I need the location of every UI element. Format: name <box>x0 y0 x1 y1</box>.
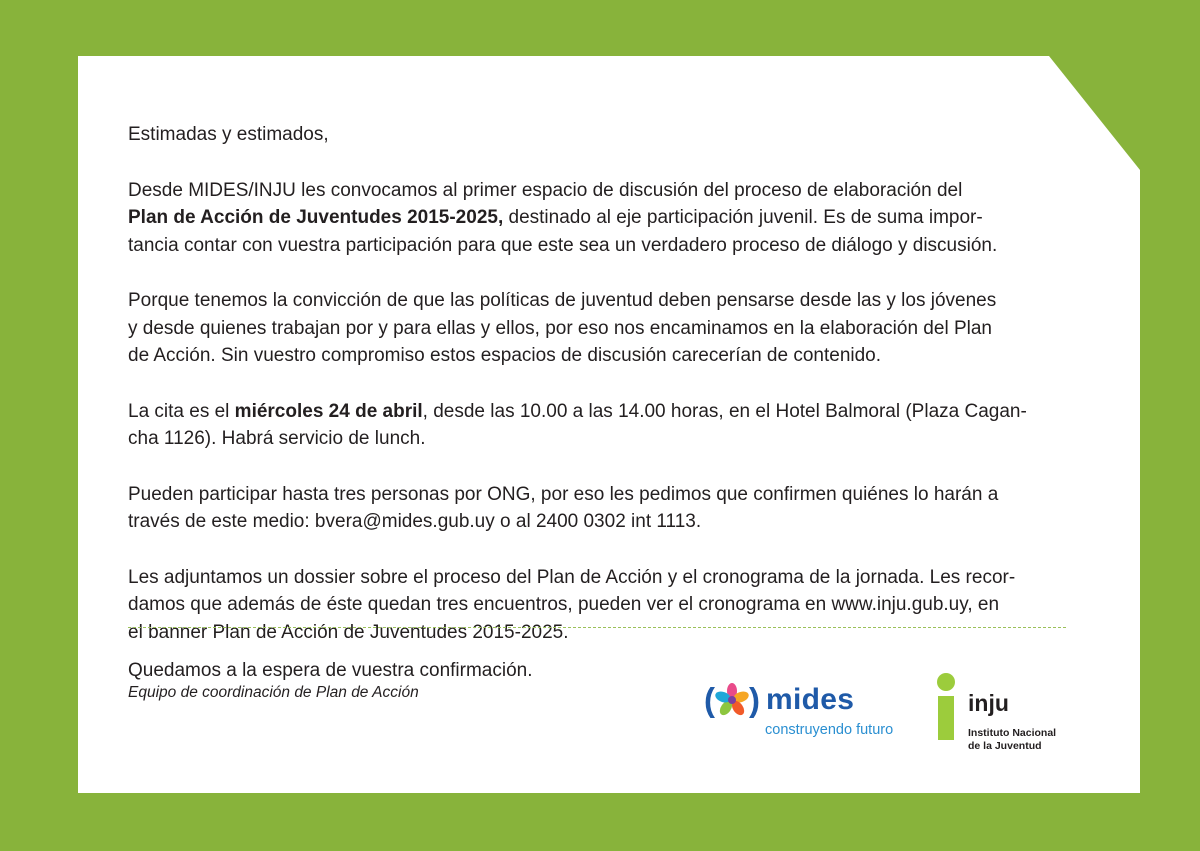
inju-i-icon <box>934 672 964 742</box>
closing-text: Quedamos a la espera de vuestra confirmación. <box>128 660 533 681</box>
line: y desde quienes trabajan por y para ellas y ellos, por eso nos encaminamos en la elaboración del Plan <box>128 317 992 339</box>
mides-wordmark: mides <box>766 683 855 716</box>
line: través de este medio: bvera@mides.gub.uy o al 2400 0302 int 1113. <box>128 511 702 532</box>
line: el banner Plan de Acción de Juventudes 2015-2025. <box>128 621 569 643</box>
flower-icon <box>715 683 749 717</box>
inju-wordmark: inju <box>968 690 1009 716</box>
line: de Acción. Sin vuestro compromiso estos espacios de discusión carecerían de contenido. <box>128 345 882 366</box>
letter-body <box>128 121 1078 646</box>
line: cha 1126). Habrá servicio de lunch. <box>128 428 426 449</box>
paragraph-conviction <box>128 287 1078 370</box>
paragraph-date <box>128 398 1078 453</box>
dashed-divider <box>128 627 1066 628</box>
inju-logo <box>934 672 1094 762</box>
greeting-text: Estimadas y estimados, <box>128 124 329 145</box>
line: , desde las 10.00 a las 14.00 horas, en el Hotel Balmoral (Plaza Cagan- <box>422 400 1027 422</box>
greeting <box>128 121 1078 149</box>
paragraph-invitation <box>128 177 1078 260</box>
line: Porque tenemos la convicción de que las políticas de juventud deben pensarse desde las y los jóvenes <box>128 290 997 311</box>
line: Pueden participar hasta tres personas por ONG, por eso les pedimos que confirmen quiénes lo harán a <box>128 483 999 505</box>
line: Desde MIDES/INJU les convocamos al primer espacio de discusión del proceso de elaboración del <box>128 179 963 201</box>
paragraph-dossier <box>128 564 1078 647</box>
line: damos que además de éste quedan tres encuentros, pueden ver el cronograma en www.inju.gub.uy, en <box>128 594 1000 615</box>
inju-tagline-line2: de la Juventud <box>968 740 1042 752</box>
mides-logo <box>704 680 914 744</box>
plan-title-bold: Plan de Acción de Juventudes 2015-2025, <box>128 207 504 228</box>
line: tancia contar con vuestra participación para que este sea un verdadero proceso de diálogo y discusión. <box>128 234 998 256</box>
signature: Equipo de coordinación de Plan de Acción <box>128 684 419 701</box>
line: La cita es el <box>128 400 235 422</box>
date-bold: miércoles 24 de abril <box>234 400 423 422</box>
inju-tagline-line1: Instituto Nacional <box>968 727 1057 739</box>
line: destinado al eje participación juvenil. Es de suma impor- <box>503 207 983 228</box>
mides-tagline: construyendo futuro <box>765 722 894 738</box>
paragraph-participation <box>128 481 1078 536</box>
inju-tagline <box>968 727 1088 753</box>
line: Les adjuntamos un dossier sobre el proceso del Plan de Acción y el cronograma de la jornada. Les recor- <box>128 566 1016 588</box>
mides-mark: ( ) <box>704 681 760 718</box>
